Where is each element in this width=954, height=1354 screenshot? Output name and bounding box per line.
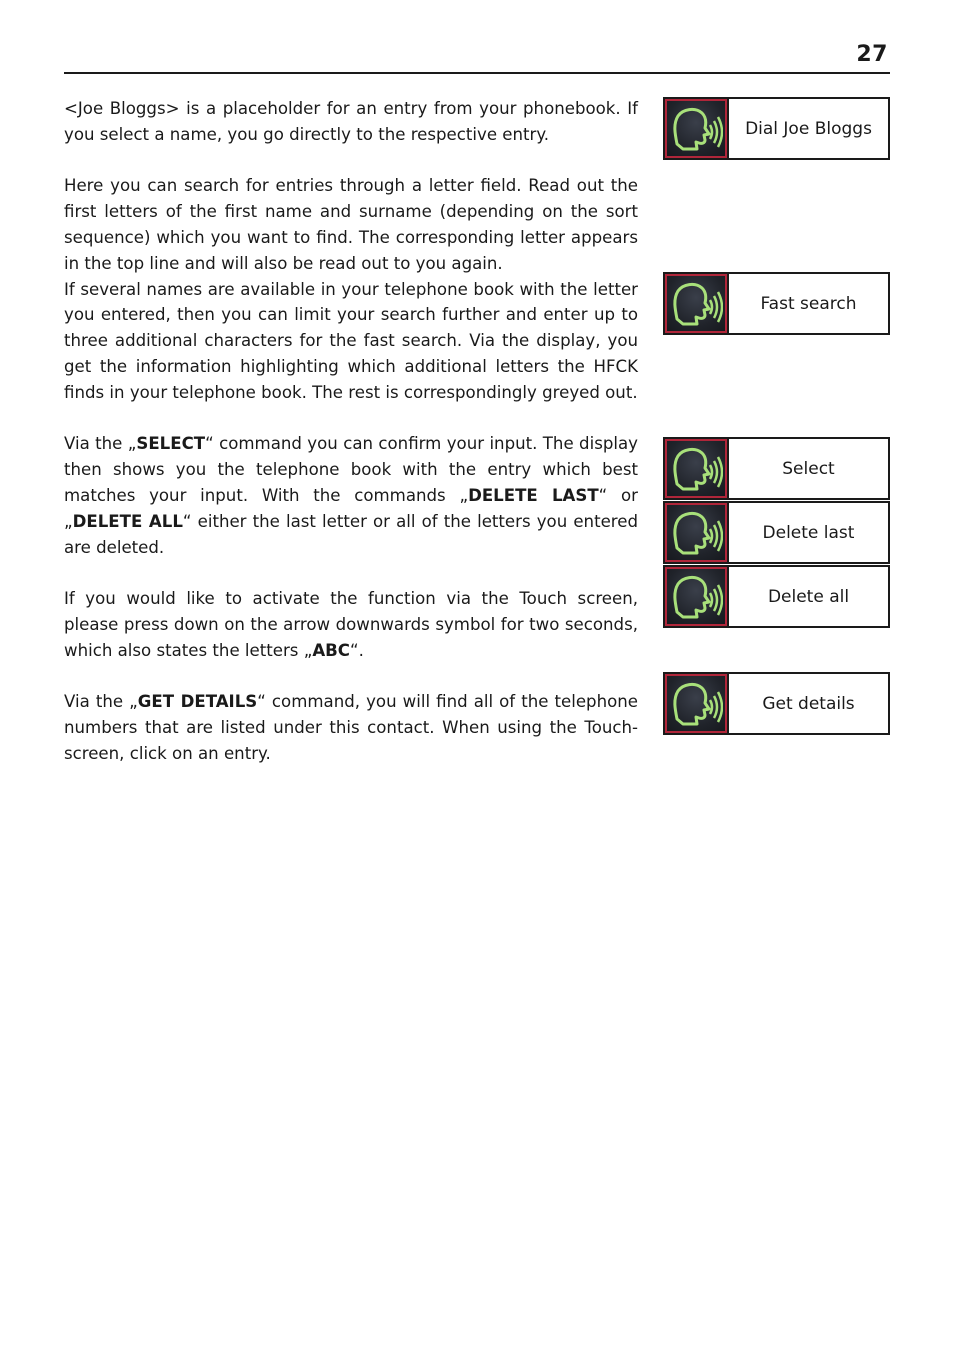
command-keyword-get-details: GET DETAILS: [137, 692, 258, 712]
text-run: Via the „: [64, 434, 137, 454]
speaking-head-icon: [665, 674, 729, 733]
paragraph-get-details: [64, 689, 638, 766]
text-run: “.: [349, 640, 364, 660]
command-keyword-delete-last: DELETE LAST: [468, 485, 599, 505]
command-keyword-delete-all: DELETE ALL: [72, 511, 183, 531]
voice-command-delete-last: [663, 501, 890, 564]
speaking-head-icon: [665, 439, 729, 498]
speaking-head-icon: [665, 274, 729, 333]
text-run: Via the „: [64, 692, 138, 712]
command-group-dial: [663, 97, 890, 160]
keyword-abc: ABC: [312, 640, 350, 660]
text-run: “ command you can confirm your input. The display then shows you the telephone book with the entry which best matches your input. With the commands „: [64, 434, 638, 505]
command-label: Get details: [762, 693, 855, 714]
command-label: Delete last: [762, 522, 855, 543]
command-label: Fast search: [760, 293, 857, 314]
command-group-select-delete: [663, 437, 890, 628]
voice-command-dial-joe-bloggs: [663, 97, 890, 160]
voice-command-select: [663, 437, 890, 500]
speaking-head-icon: [665, 503, 729, 562]
speaking-head-icon: [665, 99, 729, 158]
command-group-fast-search: [663, 272, 890, 335]
header-rule: [64, 72, 890, 74]
paragraph-fast-search: If several names are available in your telephone book with the letter you entered, then you can limit your search further and enter up to three additional characters for the fast search. Via the display, you get the information highlighting which additional letters the HFCK finds in your telephone book. The rest is correspondingly greyed out.: [64, 279, 638, 402]
text-run: “ command, you will find all of the telephone numbers that are listed under this contact. When using the Touch-screen, click on an entry.: [64, 692, 638, 763]
paragraph-placeholder: <Joe Bloggs> is a placeholder for an entry from your phonebook. If you select a name, you go directly to the respective entry.: [64, 99, 638, 144]
paragraph-select-delete: [64, 431, 638, 560]
command-keyword-select: SELECT: [136, 434, 206, 454]
text-run: “ either the last letter or all of the letters you entered are deleted.: [64, 511, 638, 557]
voice-command-delete-all: [663, 565, 890, 628]
command-group-get-details: [663, 672, 890, 735]
paragraph-touch-screen: [64, 586, 638, 663]
command-label: Dial Joe Bloggs: [745, 118, 872, 139]
speaking-head-icon: [665, 567, 729, 626]
voice-command-fast-search: [663, 272, 890, 335]
text-run: If you would like to activate the function via the Touch screen, please press down on the arrow downwards symbol for two seconds, which also states the letters „: [64, 589, 638, 660]
command-label: Delete all: [767, 586, 850, 607]
page-number: 27: [856, 42, 888, 67]
paragraph-letter-search: Here you can search for entries through a letter field. Read out the first letters of the first name and surname (depending on the sort sequence) which you want to find. The corresponding letter appears in the top line and will also be read out to you again.: [64, 176, 638, 273]
body-text: [64, 96, 638, 767]
voice-command-get-details: [663, 672, 890, 735]
command-label: Select: [782, 458, 835, 479]
text-run: “ or „: [64, 485, 638, 531]
